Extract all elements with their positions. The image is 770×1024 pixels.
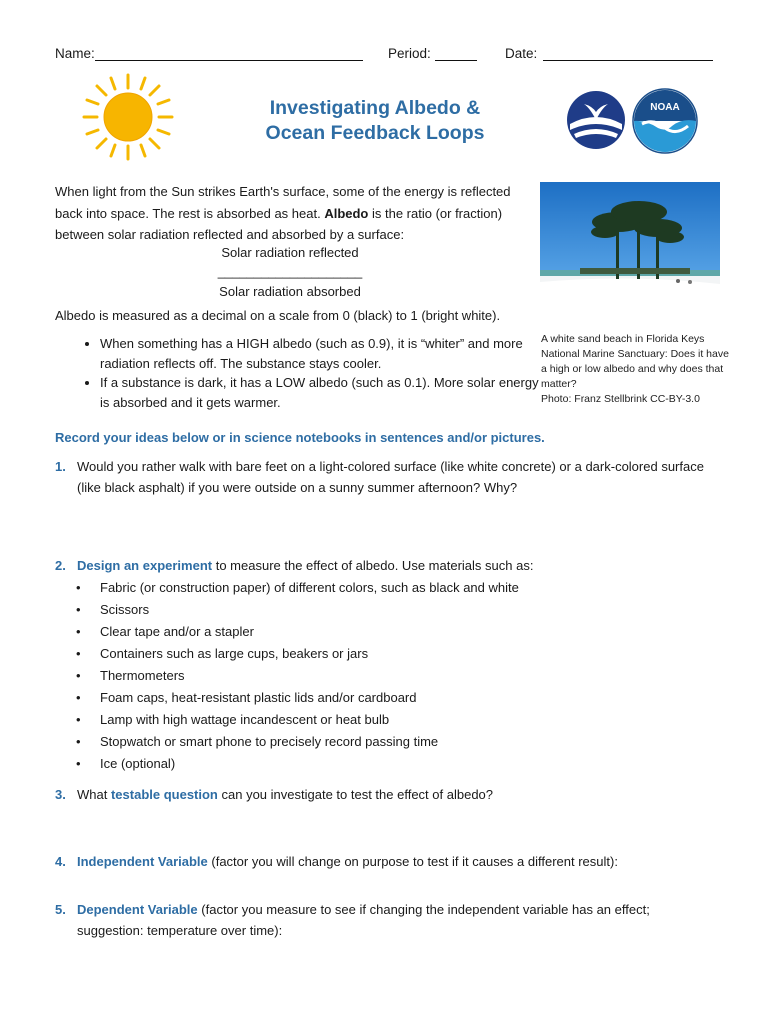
record-heading: Record your ideas below or in science notebooks in sentences and/or pictures.: [55, 430, 545, 445]
bullet-high-albedo: • When something has a HIGH albedo (such as 0.9), it is “whiter” and more radiation reflects off. The substance stays cooler.: [100, 334, 540, 373]
name-line[interactable]: [95, 46, 363, 61]
question-5: [55, 899, 735, 941]
bullet-low-albedo: • If a substance is dark, it has a LOW albedo (such as 0.1). More solar energy is absorbed and it gets warmer.: [100, 373, 540, 412]
question-3: [55, 784, 735, 805]
question-2: [55, 555, 735, 576]
intro-part-2: is the ratio (or fraction) between solar radiation reflected and absorbed by a surface:: [55, 205, 503, 242]
name-field[interactable]: [55, 46, 363, 61]
noaa-logo-text: NOAA: [650, 102, 680, 113]
period-line[interactable]: [435, 46, 477, 61]
intro-part-1: When light from the Sun strikes Earth's surface, some of the energy is reflected back into space. The rest is absorbed as heat.: [55, 184, 511, 221]
q1-number: 1.: [55, 459, 66, 474]
material-item: • Lamp with high wattage incandescent or heat bulb: [100, 709, 519, 731]
fraction-numerator: Solar radiation reflected: [221, 245, 359, 260]
materials-list: [75, 577, 519, 775]
title-line-2: Ocean Feedback Loops: [265, 122, 485, 144]
period-label: Period:: [388, 46, 431, 61]
q3-number: 3.: [55, 787, 66, 802]
q4-text: (factor you will change on purpose to test if it causes a different result):: [207, 854, 618, 869]
q2-text: to measure the effect of albedo. Use materials such as:: [212, 558, 534, 573]
photo-credit: Photo: Franz Stellbrink CC-BY-3.0: [541, 393, 700, 405]
q3-pre: What: [77, 787, 111, 802]
material-item: • Ice (optional): [100, 753, 519, 775]
intro-paragraph: [55, 181, 525, 246]
albedo-bullets: [75, 334, 540, 412]
question-1: [55, 456, 735, 498]
material-item: • Scissors: [100, 599, 519, 621]
title-line-1: Investigating Albedo &: [269, 97, 481, 119]
material-item: • Fabric (or construction paper) of different colors, such as black and white: [100, 577, 519, 599]
name-label: Name:: [55, 46, 95, 61]
fraction-denominator: Solar radiation absorbed: [219, 284, 361, 299]
caption-text: A white sand beach in Florida Keys National Marine Sanctuary: Does it have a high or low albedo and why does that matter?: [541, 333, 729, 390]
sun-icon: [78, 72, 178, 162]
q4-highlight: Independent Variable: [77, 854, 208, 869]
material-item: • Clear tape and/or a stapler: [100, 621, 519, 643]
q3-text: can you investigate to test the effect of albedo?: [217, 787, 494, 802]
material-item: • Stopwatch or smart phone to precisely record passing time: [100, 731, 519, 753]
noaa-logo: [632, 88, 698, 154]
albedo-scale-text: Albedo is measured as a decimal on a scale from 0 (black) to 1 (bright white).: [55, 308, 501, 323]
q5-number: 5.: [55, 902, 66, 917]
q2-highlight: Design an experiment: [77, 558, 213, 573]
date-label: Date:: [505, 46, 538, 61]
question-4: [55, 851, 735, 872]
material-item: • Thermometers: [100, 665, 519, 687]
q1-text: Would you rather walk with bare feet on a light-colored surface (like white concrete) or a dark-colored surface (like black asphalt) if you were outside on a sunny summer afternoon? Why?: [77, 459, 704, 495]
date-field[interactable]: [505, 46, 713, 61]
albedo-term: Albedo: [324, 205, 369, 221]
q2-number: 2.: [55, 558, 66, 573]
q5-text: (factor you measure to see if changing the independent variable has an effect; suggestion: temperature over time):: [77, 902, 650, 938]
q3-highlight: testable question: [110, 787, 218, 802]
beach-photo: [540, 182, 720, 327]
whale-tail-logo: [566, 90, 626, 150]
photo-caption: [541, 332, 731, 407]
fraction-bar: ____________________: [217, 264, 363, 279]
q4-number: 4.: [55, 854, 66, 869]
material-item: • Containers such as large cups, beakers or jars: [100, 643, 519, 665]
date-line[interactable]: [543, 46, 713, 61]
period-field[interactable]: [388, 46, 477, 61]
page-title: [200, 96, 550, 146]
material-item: • Foam caps, heat-resistant plastic lids and/or cardboard: [100, 687, 519, 709]
q5-highlight: Dependent Variable: [77, 902, 198, 917]
